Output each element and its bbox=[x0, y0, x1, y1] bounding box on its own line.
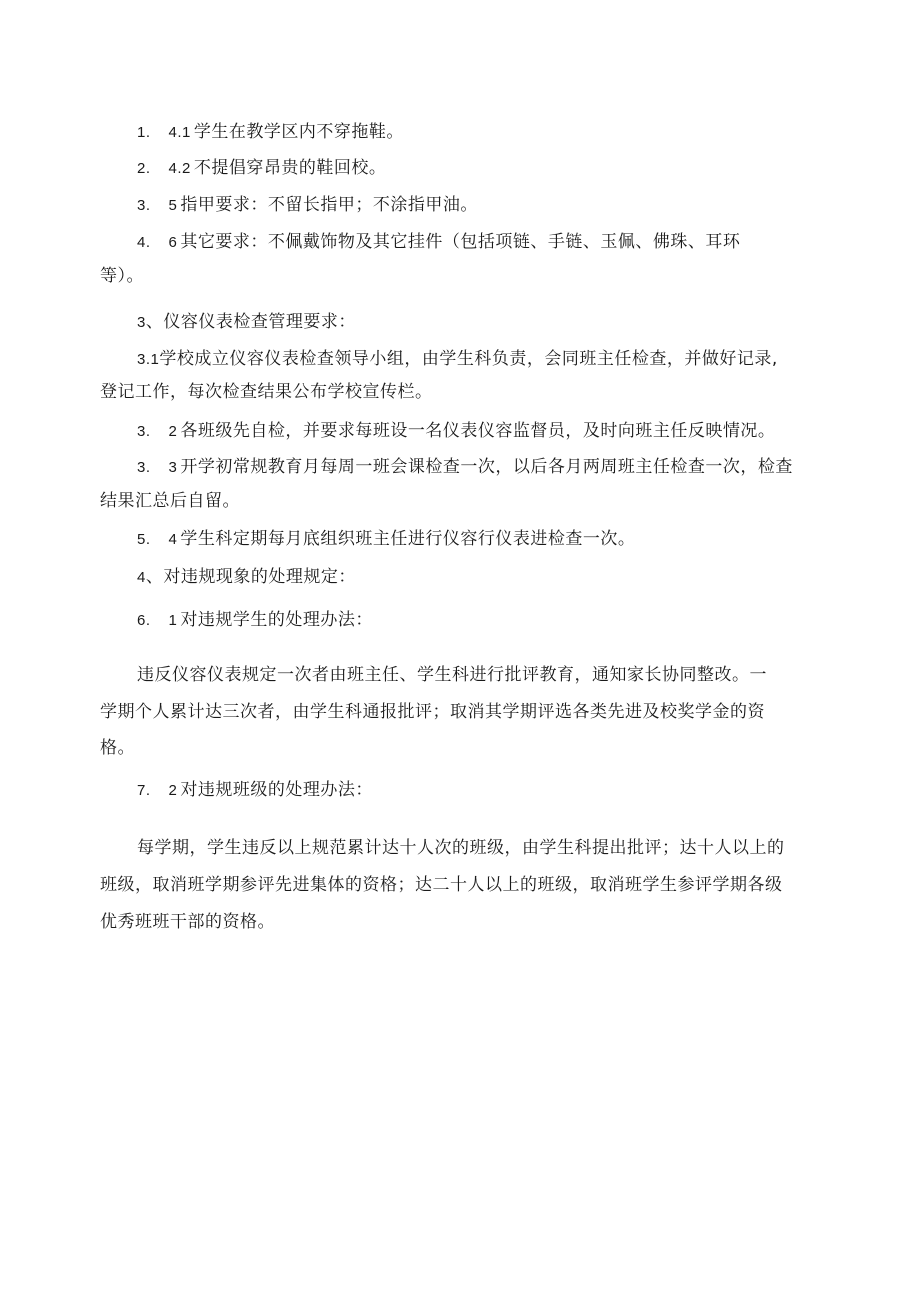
section-heading bbox=[137, 312, 356, 333]
section-heading-text: 、仪容仪表检查管理要求： bbox=[145, 312, 356, 332]
section-heading-text: 、对违规现象的处理规定： bbox=[145, 567, 356, 587]
list-item bbox=[137, 457, 793, 478]
paragraph-text: 学校成立仪容仪表检查领导小组，由学生科负责，会同班主任检查，并做好记录, bbox=[159, 349, 778, 369]
clause-number: 4.2 bbox=[168, 160, 191, 177]
list-item bbox=[137, 421, 775, 442]
clause-number: 1 bbox=[168, 612, 178, 629]
list-text: 学生科定期每月底组织班主任进行仪容行仪表进检查一次。 bbox=[180, 529, 636, 549]
list-number: 3. bbox=[137, 423, 151, 440]
paragraph-line: 每学期，学生违反以上规范累计达十人次的班级，由学生科提出批评；达十人以上的 bbox=[137, 838, 785, 858]
list-number: 4. bbox=[137, 234, 151, 251]
list-item bbox=[137, 158, 386, 179]
paragraph-line: 优秀班班干部的资格。 bbox=[100, 912, 275, 932]
paragraph-line: 结果汇总后自留。 bbox=[100, 491, 240, 511]
list-text: 对违规班级的处理办法： bbox=[180, 780, 373, 800]
section-heading bbox=[137, 567, 356, 588]
clause-number: 4 bbox=[168, 531, 178, 548]
paragraph-line: 登记工作，每次检查结果公布学校宣传栏。 bbox=[100, 382, 433, 402]
list-item bbox=[137, 780, 373, 801]
list-text: 学生在教学区内不穿拖鞋。 bbox=[193, 122, 404, 142]
paragraph-line: 学期个人累计达三次者，由学生科通报批评；取消其学期评选各类先进及校奖学金的资 bbox=[100, 702, 765, 722]
list-text: 开学初常规教育月每周一班会课检查一次，以后各月两周班主任检查一次，检查 bbox=[180, 457, 793, 477]
section-number: 4 bbox=[137, 569, 146, 586]
clause-number: 3 bbox=[168, 459, 178, 476]
list-text: 各班级先自检，并要求每班设一名仪表仪容监督员，及时向班主任反映情况。 bbox=[180, 421, 776, 441]
section-number: 3 bbox=[137, 314, 146, 331]
list-number: 2. bbox=[137, 160, 151, 177]
list-number: 6. bbox=[137, 612, 151, 629]
list-number: 5. bbox=[137, 531, 151, 548]
list-number: 1. bbox=[137, 124, 151, 141]
clause-number: 2 bbox=[168, 782, 178, 799]
list-item-continuation: 等）。 bbox=[100, 266, 144, 286]
list-item bbox=[137, 529, 635, 550]
list-number: 7. bbox=[137, 782, 151, 799]
list-item bbox=[137, 195, 478, 216]
list-number: 3. bbox=[137, 459, 151, 476]
clause-number: 4.1 bbox=[168, 124, 191, 141]
clause-number: 3.1 bbox=[137, 351, 160, 368]
list-number: 3. bbox=[137, 197, 151, 214]
list-text: 不提倡穿昂贵的鞋回校。 bbox=[193, 158, 387, 178]
paragraph-line bbox=[137, 349, 778, 370]
list-text: 指甲要求：不留长指甲；不涂指甲油。 bbox=[180, 195, 478, 215]
list-item bbox=[137, 232, 740, 253]
list-item bbox=[137, 122, 404, 143]
clause-number: 2 bbox=[168, 423, 178, 440]
list-text: 其它要求：不佩戴饰物及其它挂件（包括项链、手链、玉佩、佛珠、耳环 bbox=[180, 232, 741, 252]
list-text: 对违规学生的处理办法： bbox=[180, 610, 373, 630]
paragraph-line: 格。 bbox=[100, 738, 135, 758]
clause-number: 5 bbox=[168, 197, 178, 214]
paragraph-line: 违反仪容仪表规定一次者由班主任、学生科进行批评教育，通知家长协同整改。一 bbox=[137, 665, 767, 685]
paragraph-line: 班级，取消班学期参评先进集体的资格；达二十人以上的班级，取消班学生参评学期各级 bbox=[100, 875, 783, 895]
list-item bbox=[137, 610, 373, 631]
clause-number: 6 bbox=[168, 234, 178, 251]
